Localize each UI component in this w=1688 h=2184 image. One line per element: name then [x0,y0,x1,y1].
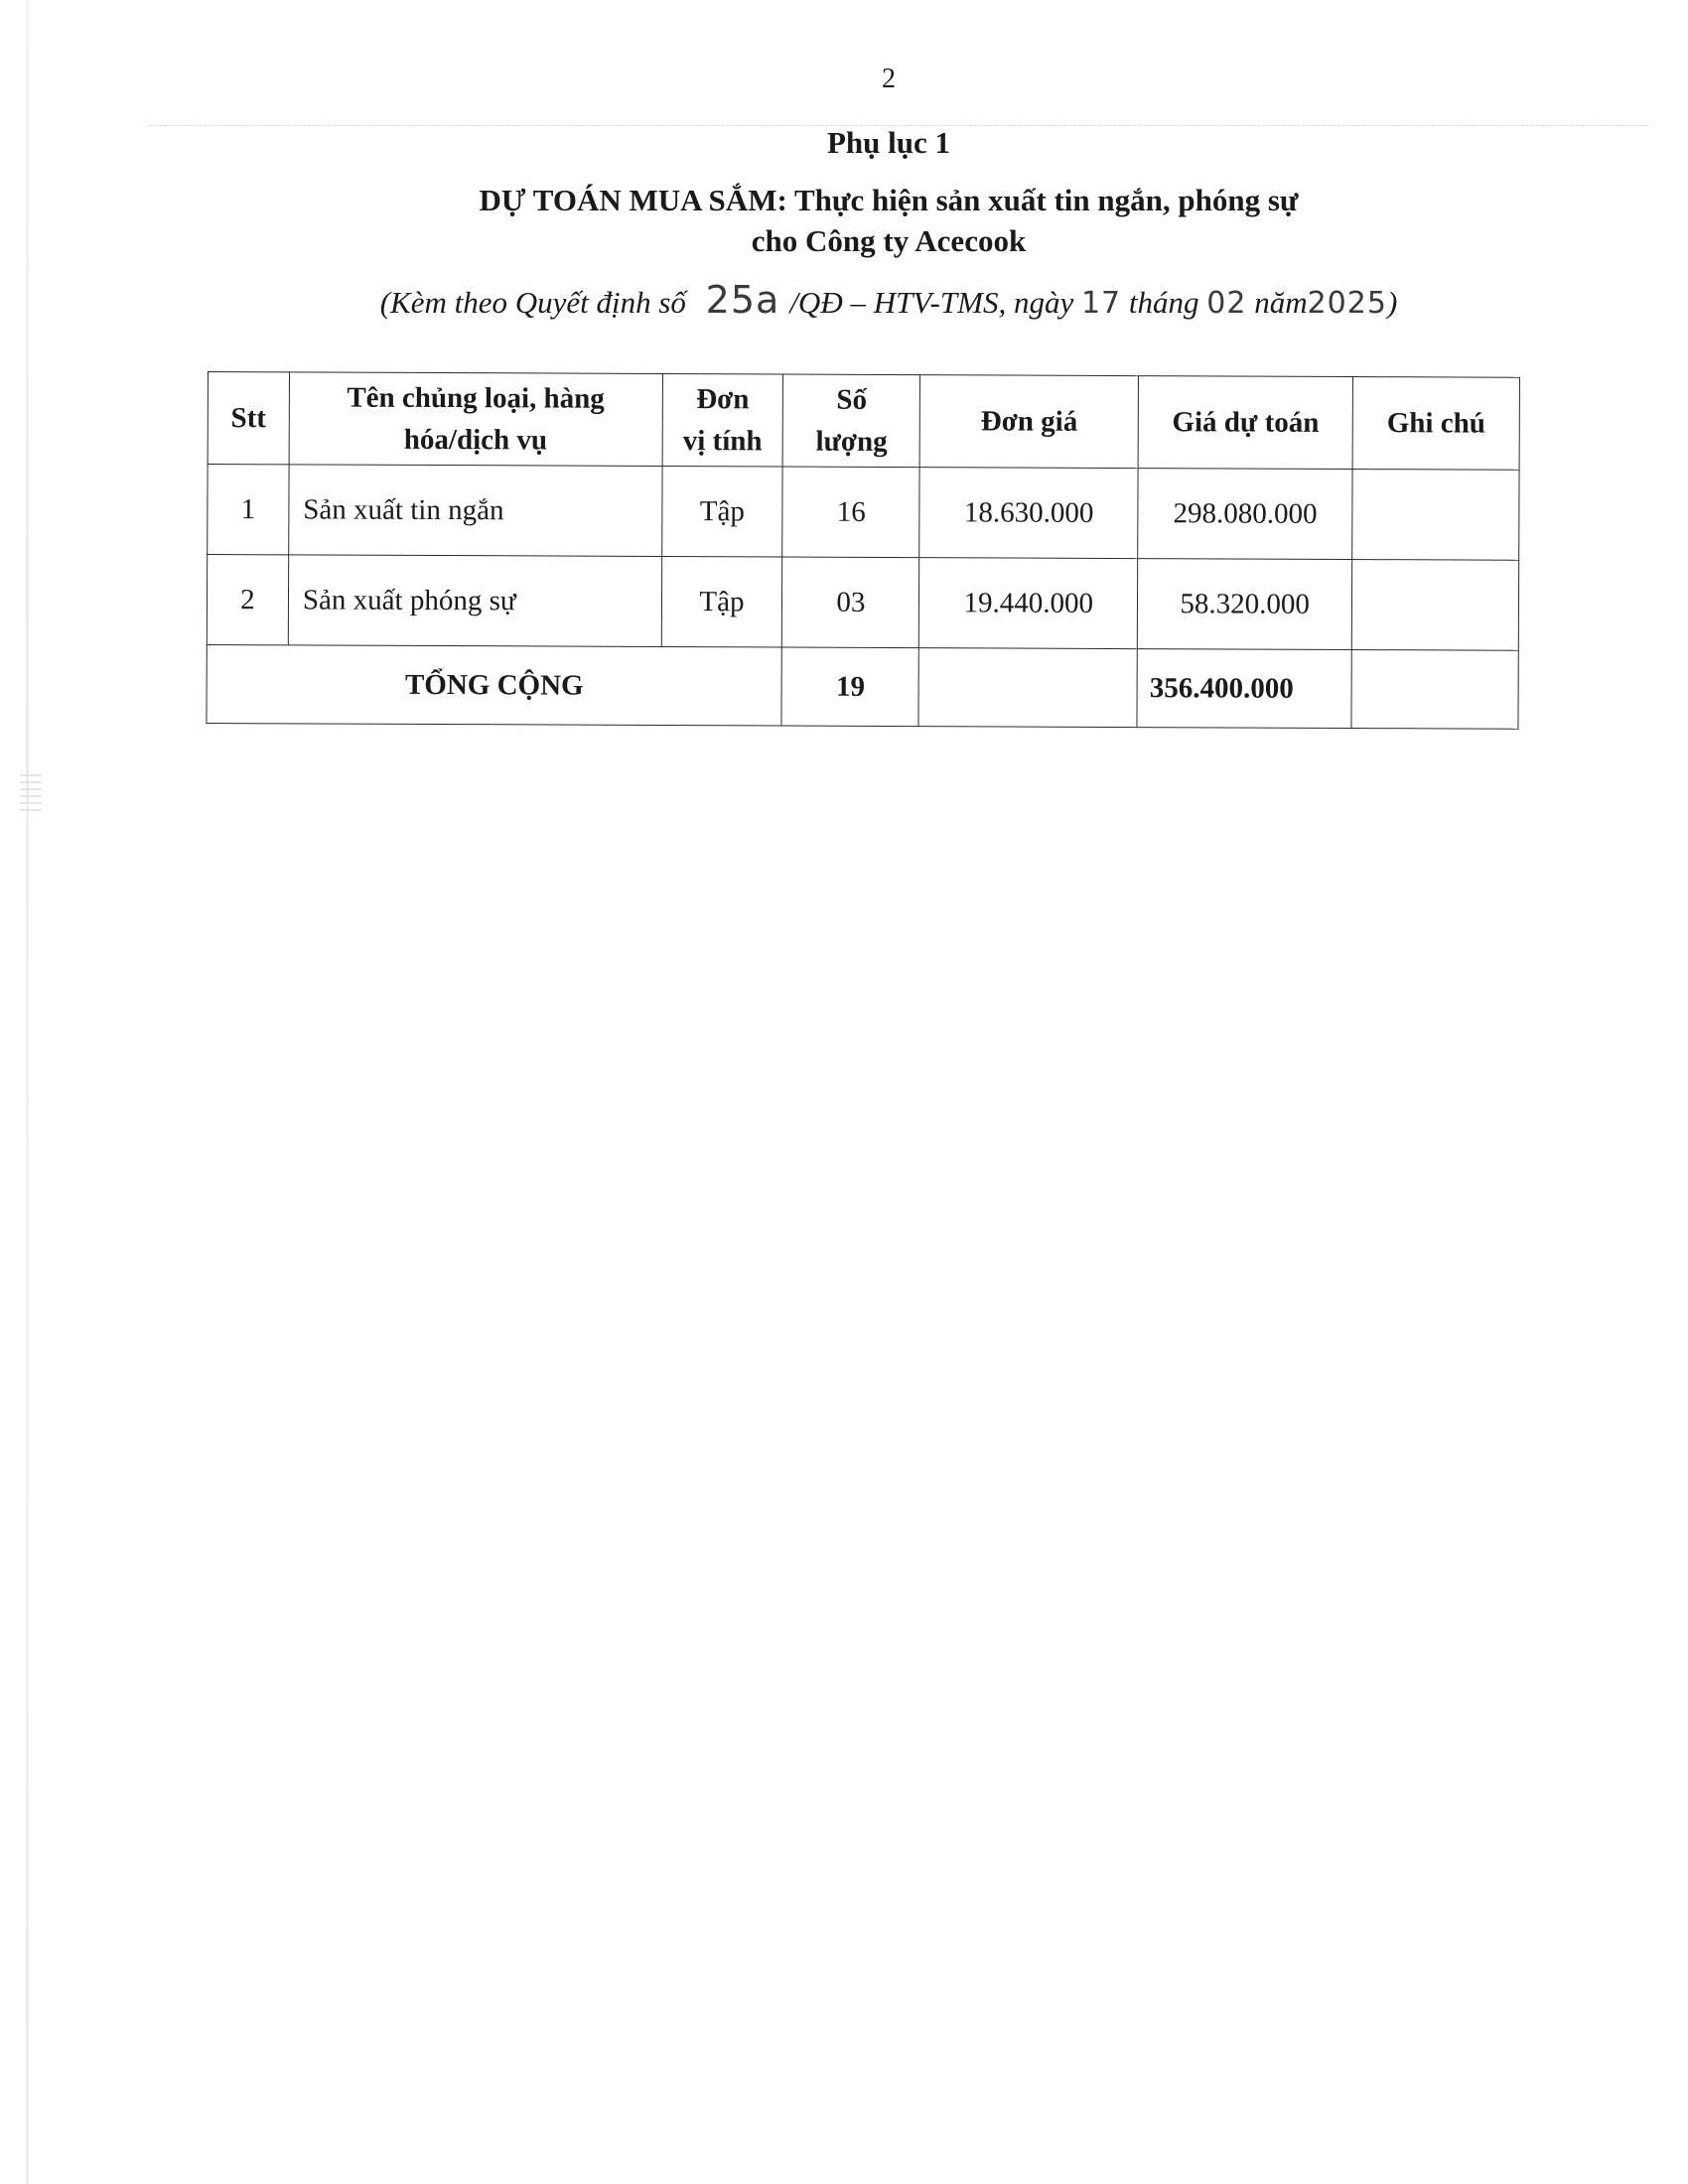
row-estimate: 298.080.000 [1138,469,1352,560]
header-note: Ghi chú [1352,377,1519,471]
total-estimate: 356.400.000 [1137,649,1351,729]
decision-day-handwritten: 17 [1080,286,1122,321]
row-note [1351,560,1518,651]
decision-mid: /QĐ – HTV-TMS, ngày [789,285,1074,320]
row-quantity: 16 [782,467,919,558]
total-quantity: 19 [781,647,918,727]
table-row [208,465,1519,561]
table-header-row [208,372,1519,471]
header-item-name-line-2: hóa/dịch vụ [403,423,548,457]
header-unit-line-1: Đơn [696,383,750,416]
decision-number-handwritten: 25a [705,278,780,322]
row-unit-price: 19.440.000 [919,558,1138,649]
header-quantity [783,374,920,468]
decision-suffix: ) [1386,285,1398,320]
row-quantity: 03 [782,557,919,648]
total-unit-price [918,648,1137,728]
decision-year-label: năm [1254,285,1308,320]
header-quantity-line-2: lượng [815,425,888,459]
decision-year-handwritten: 2025 [1307,286,1387,321]
total-label: TỔNG CỘNG [207,645,782,727]
header-unit-price: Đơn giá [919,375,1138,469]
page-number: 2 [882,64,896,94]
row-estimate: 58.320.000 [1137,559,1351,650]
header-estimate: Giá dự toán [1138,376,1352,470]
header-quantity-line-1: Số [836,383,868,416]
header-unit [662,373,783,467]
row-stt: 2 [207,555,288,645]
row-unit: Tập [661,557,782,648]
document-title-line-2: cho Công ty Acecook [751,223,1027,258]
document-title-line-1: DỰ TOÁN MUA SẮM: Thực hiện sản xuất tin ngắn, phóng sự [479,183,1299,217]
total-note [1351,650,1518,730]
decision-prefix: (Kèm theo Quyết định số [379,285,686,320]
header-item-name-line-1: Tên chủng loại, hàng [347,381,605,415]
decision-month-label: tháng [1128,285,1199,320]
header-item-name [289,372,662,467]
scan-edge-artifact [26,0,29,2184]
header-stt: Stt [208,372,289,465]
row-unit-price: 18.630.000 [919,468,1138,559]
row-item-name: Sản xuất tin ngắn [289,465,662,557]
header-unit-line-2: vị tính [682,425,763,458]
decision-reference [0,278,1688,322]
procurement-estimate-table [206,371,1520,730]
row-item-name: Sản xuất phóng sự [288,555,661,647]
decision-month-handwritten: 02 [1206,286,1247,321]
row-stt: 1 [208,465,289,555]
row-unit: Tập [661,467,782,558]
appendix-label: Phụ lục 1 [826,125,951,160]
table-row [207,555,1518,651]
table-total-row [207,645,1518,730]
row-note [1352,470,1519,561]
scan-margin-marks [20,774,42,814]
